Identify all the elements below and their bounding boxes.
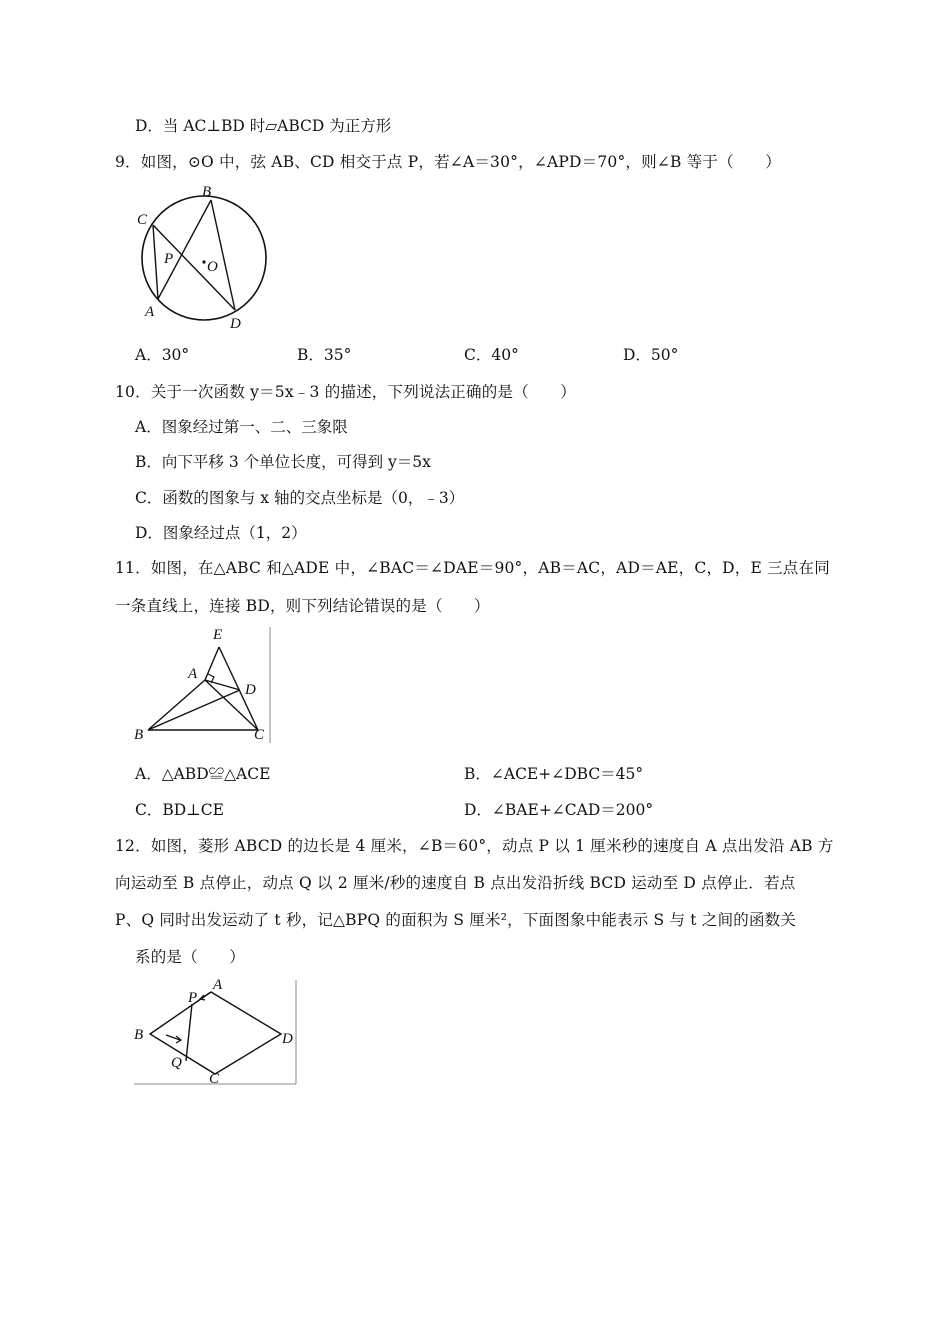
q12-rhombus-figure — [130, 978, 300, 1088]
label-b: B — [134, 1027, 144, 1043]
circle-o — [142, 196, 266, 320]
label-d: D — [282, 1031, 293, 1047]
center-point-o — [202, 260, 205, 263]
segment-ae — [205, 647, 219, 680]
label-c: C — [254, 727, 265, 743]
q11-option-d: D．∠BAE+∠CAD＝200° — [464, 801, 654, 819]
chord-cd — [153, 225, 235, 310]
label-p: P — [164, 251, 174, 267]
label-c: C — [137, 212, 148, 228]
q11-triangle-figure — [130, 625, 275, 745]
segment-ca — [153, 225, 158, 299]
label-e: E — [213, 627, 223, 643]
label-d: D — [230, 316, 241, 332]
q9-stem: 9．如图，⊙O 中，弦 AB、CD 相交于点 P，若∠A＝30°，∠APD＝70°，则∠B 等于（ ） — [115, 153, 781, 171]
segment-bd — [148, 690, 240, 730]
label-b: B — [134, 727, 144, 743]
q9-option-c: C．40° — [464, 346, 519, 364]
q9-option-a: A．30° — [135, 346, 190, 364]
label-a: A — [188, 666, 198, 682]
segment-bd — [211, 200, 235, 310]
q11-option-b: B．∠ACE+∠DBC＝45° — [464, 765, 644, 783]
q12-stem-line-1: 12．如图，菱形 ABCD 的边长是 4 厘米，∠B＝60°，动点 P 以 1 厘米秒的速度自 A 点出发沿 AB 方 — [115, 837, 834, 855]
q11-option-a: A．△ABD≌△ACE — [135, 765, 271, 783]
q10-stem: 10．关于一次函数 y＝5x﹣3 的描述，下列说法正确的是（ ） — [115, 383, 576, 401]
label-c: C — [209, 1071, 220, 1087]
segment-ba — [148, 680, 205, 730]
q11-stem-line-1: 11．如图，在△ABC 和△ADE 中，∠BAC＝∠DAE＝90°，AB＝AC，AD＝AE，C，D，E 三点在同 — [115, 559, 830, 577]
label-d: D — [245, 682, 256, 698]
q12-stem-line-3: P、Q 同时出发运动了 t 秒，记△BPQ 的面积为 S 厘米²，下面图象中能表示 S 与 t 之间的函数关 — [115, 911, 797, 929]
q11-option-c: C．BD⊥CE — [135, 801, 224, 819]
label-a: A — [145, 304, 155, 320]
q12-stem-line-2: 向运动至 B 点停止，动点 Q 以 2 厘米/秒的速度自 B 点出发沿折线 BCD 运动至 D 点停止．若点 — [115, 874, 796, 892]
q10-option-a: A．图象经过第一、二、三象限 — [135, 418, 348, 436]
q11-stem-line-2: 一条直线上，连接 BD，则下列结论错误的是（ ） — [115, 597, 490, 615]
q12-stem-line-4: 系的是（ ） — [135, 948, 245, 966]
q9-circle-figure — [132, 182, 272, 332]
label-a: A — [213, 978, 223, 993]
q10-option-d: D．图象经过点（1，2） — [135, 524, 307, 542]
q9-option-d: D．50° — [623, 346, 679, 364]
q9-option-b: B．35° — [297, 346, 352, 364]
chord-ab — [158, 200, 211, 299]
segment-pq — [186, 1004, 192, 1061]
label-q: Q — [171, 1055, 182, 1071]
q10-option-c: C．函数的图象与 x 轴的交点坐标是（0，﹣3） — [135, 489, 465, 507]
label-b: B — [202, 184, 212, 200]
q10-option-b: B．向下平移 3 个单位长度，可得到 y＝5x — [135, 453, 431, 471]
label-o: O — [207, 259, 218, 275]
q8-option-d: D．当 AC⊥BD 时▱ABCD 为正方形 — [135, 117, 392, 135]
rhombus-abcd — [150, 992, 281, 1074]
label-p: P — [188, 990, 198, 1006]
